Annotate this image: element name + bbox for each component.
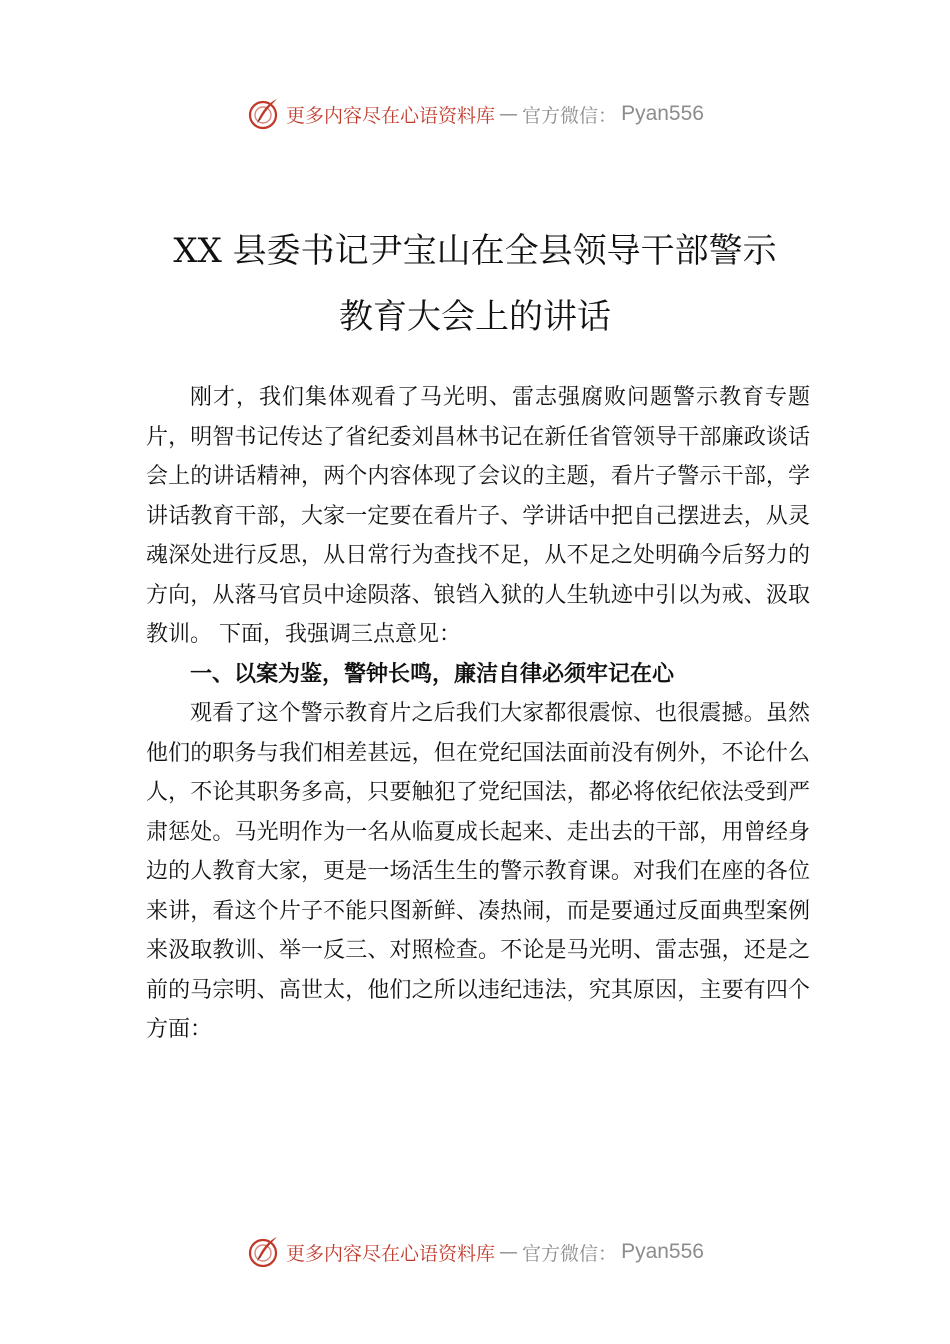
quill-logo-icon — [246, 96, 282, 132]
watermark-contact-label: 官方微信： — [522, 1242, 618, 1265]
title-line-2: 教育大会上的讲话 — [339, 297, 611, 337]
watermark-brand-text: 更多内容尽在心语资料库 — [286, 1242, 496, 1265]
watermark-dash: — — [499, 1241, 519, 1263]
watermark-contact-label: 官方微信： — [522, 104, 618, 127]
document-body — [146, 378, 810, 1050]
section-heading-1: 一、以案为鉴，警钟长鸣，廉洁自律必须牢记在心 — [190, 661, 675, 687]
quill-logo-icon — [246, 1234, 282, 1270]
watermark-brand-text: 更多内容尽在心语资料库 — [286, 104, 496, 127]
document-title — [120, 218, 830, 350]
footer-watermark-banner — [0, 1232, 950, 1272]
header-watermark-banner — [0, 94, 950, 134]
title-line-1: XX 县委书记尹宝山在全县领导干部警示 — [173, 231, 777, 271]
body-paragraph-1: 刚才，我们集体观看了马光明、雷志强腐败问题警示教育专题片，明智书记传达了省纪委刘昌林书记在新任省管领导干部廉政谈话会上的讲话精神，两个内容体现了会议的主题，看片子警示干部，学讲话教育干部，大家一定要在看片子、学讲话中把自己摆进去，从灵魂深处进行反思，从日常行为查找不足，从不足之处明确今后努力的方向，从落马官员中途陨落、锒铛入狱的人生轨迹中引以为戒、汲取教训。 下面，我强调三点意见： — [146, 385, 810, 647]
watermark-dash: — — [499, 103, 519, 125]
watermark-contact-id: Pyan556 — [621, 102, 704, 125]
body-paragraph-2: 观看了这个警示教育片之后我们大家都很震惊、也很震撼。虽然他们的职务与我们相差甚远，但在党纪国法面前没有例外，不论什么人，不论其职务多高，只要触犯了党纪国法，都必将依纪依法受到严肃惩处。马光明作为一名从临夏成长起来、走出去的干部，用曾经身边的人教育大家，更是一场活生生的警示教育课。对我们在座的各位来讲，看这个片子不能只图新鲜、凑热闹，而是要通过反面典型案例来汲取教训、举一反三、对照检查。不论是马光明、雷志强，还是之前的马宗明、高世太，他们之所以违纪违法，究其原因，主要有四个方面： — [146, 701, 810, 1042]
watermark-contact-id: Pyan556 — [621, 1240, 704, 1263]
